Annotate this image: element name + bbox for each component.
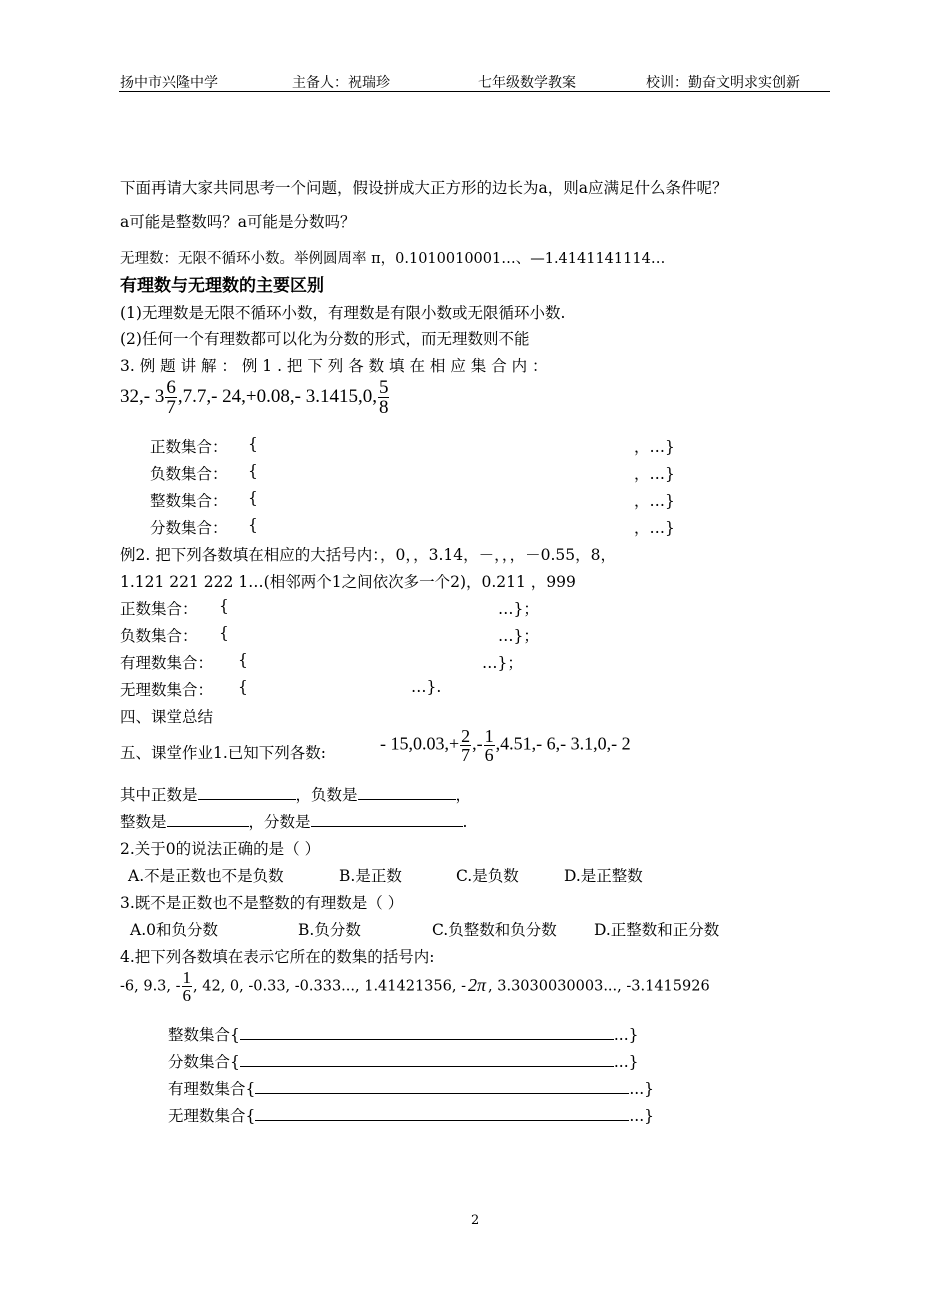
answer-blank-negative[interactable] xyxy=(358,784,456,801)
q4-numbers-c: , 3.3030030003..., -3.1415926 xyxy=(488,978,710,995)
set-open-brace: { xyxy=(248,462,258,480)
question-4: 4.把下列各数填在表示它所在的数集的括号内: xyxy=(120,948,435,966)
header-divider xyxy=(119,91,830,92)
q1-line-1 xyxy=(120,783,471,805)
number-32: 32, xyxy=(120,385,144,407)
header-title: 七年级数学教案 xyxy=(478,75,576,91)
q1-fraction-label: ，分数是 xyxy=(248,813,311,831)
set-label-negative: 负数集合： xyxy=(150,465,228,483)
ex2-set-label-negative: 负数集合： xyxy=(120,627,198,645)
fraction-numerator: 1 xyxy=(484,726,494,746)
irrational-definition: 无理数：无限不循环小数。举例圆周率 π，0.1010010001…、—1.4141141114… xyxy=(120,251,666,267)
q1-comma: ， xyxy=(455,786,472,804)
difference-1: (1)无理数是无限不循环小数，有理数是有限小数或无限循环小数. xyxy=(120,304,566,322)
number-list-middle: ,7.7,- 24,+0.08,- 3.1415,0, xyxy=(177,385,377,407)
set-label-fraction: 分数集合： xyxy=(150,519,228,537)
q4-set-close: ...} xyxy=(613,1026,639,1044)
number-list-b: ,- xyxy=(472,733,483,754)
two-pi: 2π xyxy=(467,974,487,995)
q4-set-close: ...} xyxy=(629,1107,655,1125)
q4-set-fraction xyxy=(168,1050,639,1072)
example1-heading: 3. 例 题 讲 解 ： 例 1 . 把 下 列 各 数 填 在 相 应 集 合 内 ： xyxy=(120,357,548,375)
example1-numbers xyxy=(120,378,390,417)
q2-option-b[interactable]: B.是正数 xyxy=(339,867,402,885)
fraction-numerator: 2 xyxy=(461,726,471,746)
intro-line-1: 下面再请大家共同思考一个问题，假设拼成大正方形的边长为a，则a应满足什么条件呢？ xyxy=(120,179,728,197)
question-2: 2.关于0的说法正确的是（ ） xyxy=(120,840,321,858)
answer-blank-integer-set[interactable] xyxy=(240,1024,614,1041)
q2-option-d[interactable]: D.是正整数 xyxy=(564,867,643,885)
q4-set-label: 有理数集合{ xyxy=(168,1080,256,1098)
q3-option-d[interactable]: D.正整数和正分数 xyxy=(594,921,720,939)
set-open-brace: { xyxy=(238,651,248,669)
set-open-brace: { xyxy=(238,678,248,696)
set-close: …}. xyxy=(411,678,442,696)
homework-numbers xyxy=(380,727,631,764)
q1-period: . xyxy=(462,813,468,831)
ex2-set-label-irrational: 无理数集合： xyxy=(120,681,214,699)
fraction-denominator: 8 xyxy=(378,397,389,418)
q1-integer-label: 整数是 xyxy=(120,813,167,831)
fraction-denominator: 7 xyxy=(461,745,471,765)
set-close: ，…} xyxy=(634,519,675,537)
q1-negative-label: ，负数是 xyxy=(295,786,358,804)
ex2-set-label-positive: 正数集合： xyxy=(120,600,198,618)
fraction-one-sixth xyxy=(182,969,193,1004)
difference-2: (2)任何一个有理数都可以化为分数的形式，而无理数则不能 xyxy=(120,330,530,348)
q2-option-a[interactable]: A.不是正数也不是负数 xyxy=(128,867,284,885)
q4-number-list xyxy=(120,969,710,1004)
fraction-two-sevenths xyxy=(460,727,471,764)
page-number: 2 xyxy=(471,1213,480,1228)
answer-blank-positive[interactable] xyxy=(198,784,296,801)
section-title: 有理数与无理数的主要区别 xyxy=(120,276,324,296)
answer-blank-integer[interactable] xyxy=(167,811,249,828)
set-open-brace: { xyxy=(219,597,229,615)
fraction-denominator: 7 xyxy=(166,397,176,418)
q4-set-label: 整数集合{ xyxy=(168,1026,240,1044)
mixed-number-whole: - 3 xyxy=(143,385,165,407)
set-close: …}； xyxy=(498,600,539,618)
q4-set-label: 分数集合{ xyxy=(168,1053,240,1071)
set-close: ，…} xyxy=(634,438,675,456)
header-school: 扬中市兴隆中学 xyxy=(120,75,218,91)
header-motto: 校训：勤奋文明求实创新 xyxy=(646,75,800,91)
set-open-brace: { xyxy=(248,435,258,453)
answer-blank-irrational-set[interactable] xyxy=(255,1105,629,1122)
set-open-brace: { xyxy=(248,489,258,507)
fraction-numerator: 5 xyxy=(378,377,389,398)
q3-option-a[interactable]: A.0和负分数 xyxy=(130,921,218,939)
header-preparer: 主备人：祝瑞珍 xyxy=(292,75,390,91)
q1-positive-label: 其中正数是 xyxy=(120,786,198,804)
q3-option-b[interactable]: B.负分数 xyxy=(298,921,361,939)
q4-set-close: ...} xyxy=(613,1053,639,1071)
answer-blank-rational-set[interactable] xyxy=(255,1078,629,1095)
set-label-positive: 正数集合： xyxy=(150,438,228,456)
fraction-numerator: 6 xyxy=(166,377,176,398)
intro-line-2: a可能是整数吗？a可能是分数吗？ xyxy=(120,213,356,231)
ex2-set-label-rational: 有理数集合： xyxy=(120,654,214,672)
q4-set-rational xyxy=(168,1077,654,1099)
q4-set-label: 无理数集合{ xyxy=(168,1107,256,1125)
question-3: 3.既不是正数也不是整数的有理数是（ ） xyxy=(120,894,404,912)
set-close: ，…} xyxy=(634,492,675,510)
fraction-denominator: 6 xyxy=(182,986,192,1005)
fraction-numerator: 1 xyxy=(182,968,192,987)
set-close: ，…} xyxy=(634,465,675,483)
number-list-c: ,4.51,- 6,- 3.1,0,- 2 xyxy=(495,733,631,754)
example2-line-2: 1.121 221 222 1…(相邻两个1之间依次多一个2)，0.211 ，999 xyxy=(120,573,576,591)
set-close: …}； xyxy=(498,627,539,645)
answer-blank-fraction-set[interactable] xyxy=(240,1051,614,1068)
q4-numbers-b: , 42, 0, -0.33, -0.333..., 1.41421356, - xyxy=(193,978,466,995)
fraction-denominator: 6 xyxy=(484,745,494,765)
answer-blank-fraction[interactable] xyxy=(311,811,463,828)
number-list-a: - 15,0.03,+ xyxy=(380,733,460,754)
set-close: …}； xyxy=(482,654,523,672)
example2-line-1: 例2. 把下列各数填在相应的大括号内：，0，，3.14，－，，，－0.55，8， xyxy=(120,546,616,564)
q3-option-c[interactable]: C.负整数和负分数 xyxy=(432,921,557,939)
fraction-five-eighths xyxy=(378,378,390,417)
q1-line-2 xyxy=(120,810,467,832)
q4-set-close: ...} xyxy=(629,1080,655,1098)
mixed-number-fraction xyxy=(165,378,177,417)
q2-option-c[interactable]: C.是负数 xyxy=(456,867,519,885)
homework-intro: 五、课堂作业1.已知下列各数: xyxy=(120,744,327,762)
fraction-one-sixth xyxy=(484,727,495,764)
set-label-integer: 整数集合： xyxy=(150,492,228,510)
q4-set-integer xyxy=(168,1023,639,1045)
q4-set-irrational xyxy=(168,1104,654,1126)
q4-numbers-a: -6, 9.3, - xyxy=(120,978,181,995)
lesson-summary: 四、课堂总结 xyxy=(120,708,214,726)
set-open-brace: { xyxy=(219,624,229,642)
set-open-brace: { xyxy=(248,516,258,534)
